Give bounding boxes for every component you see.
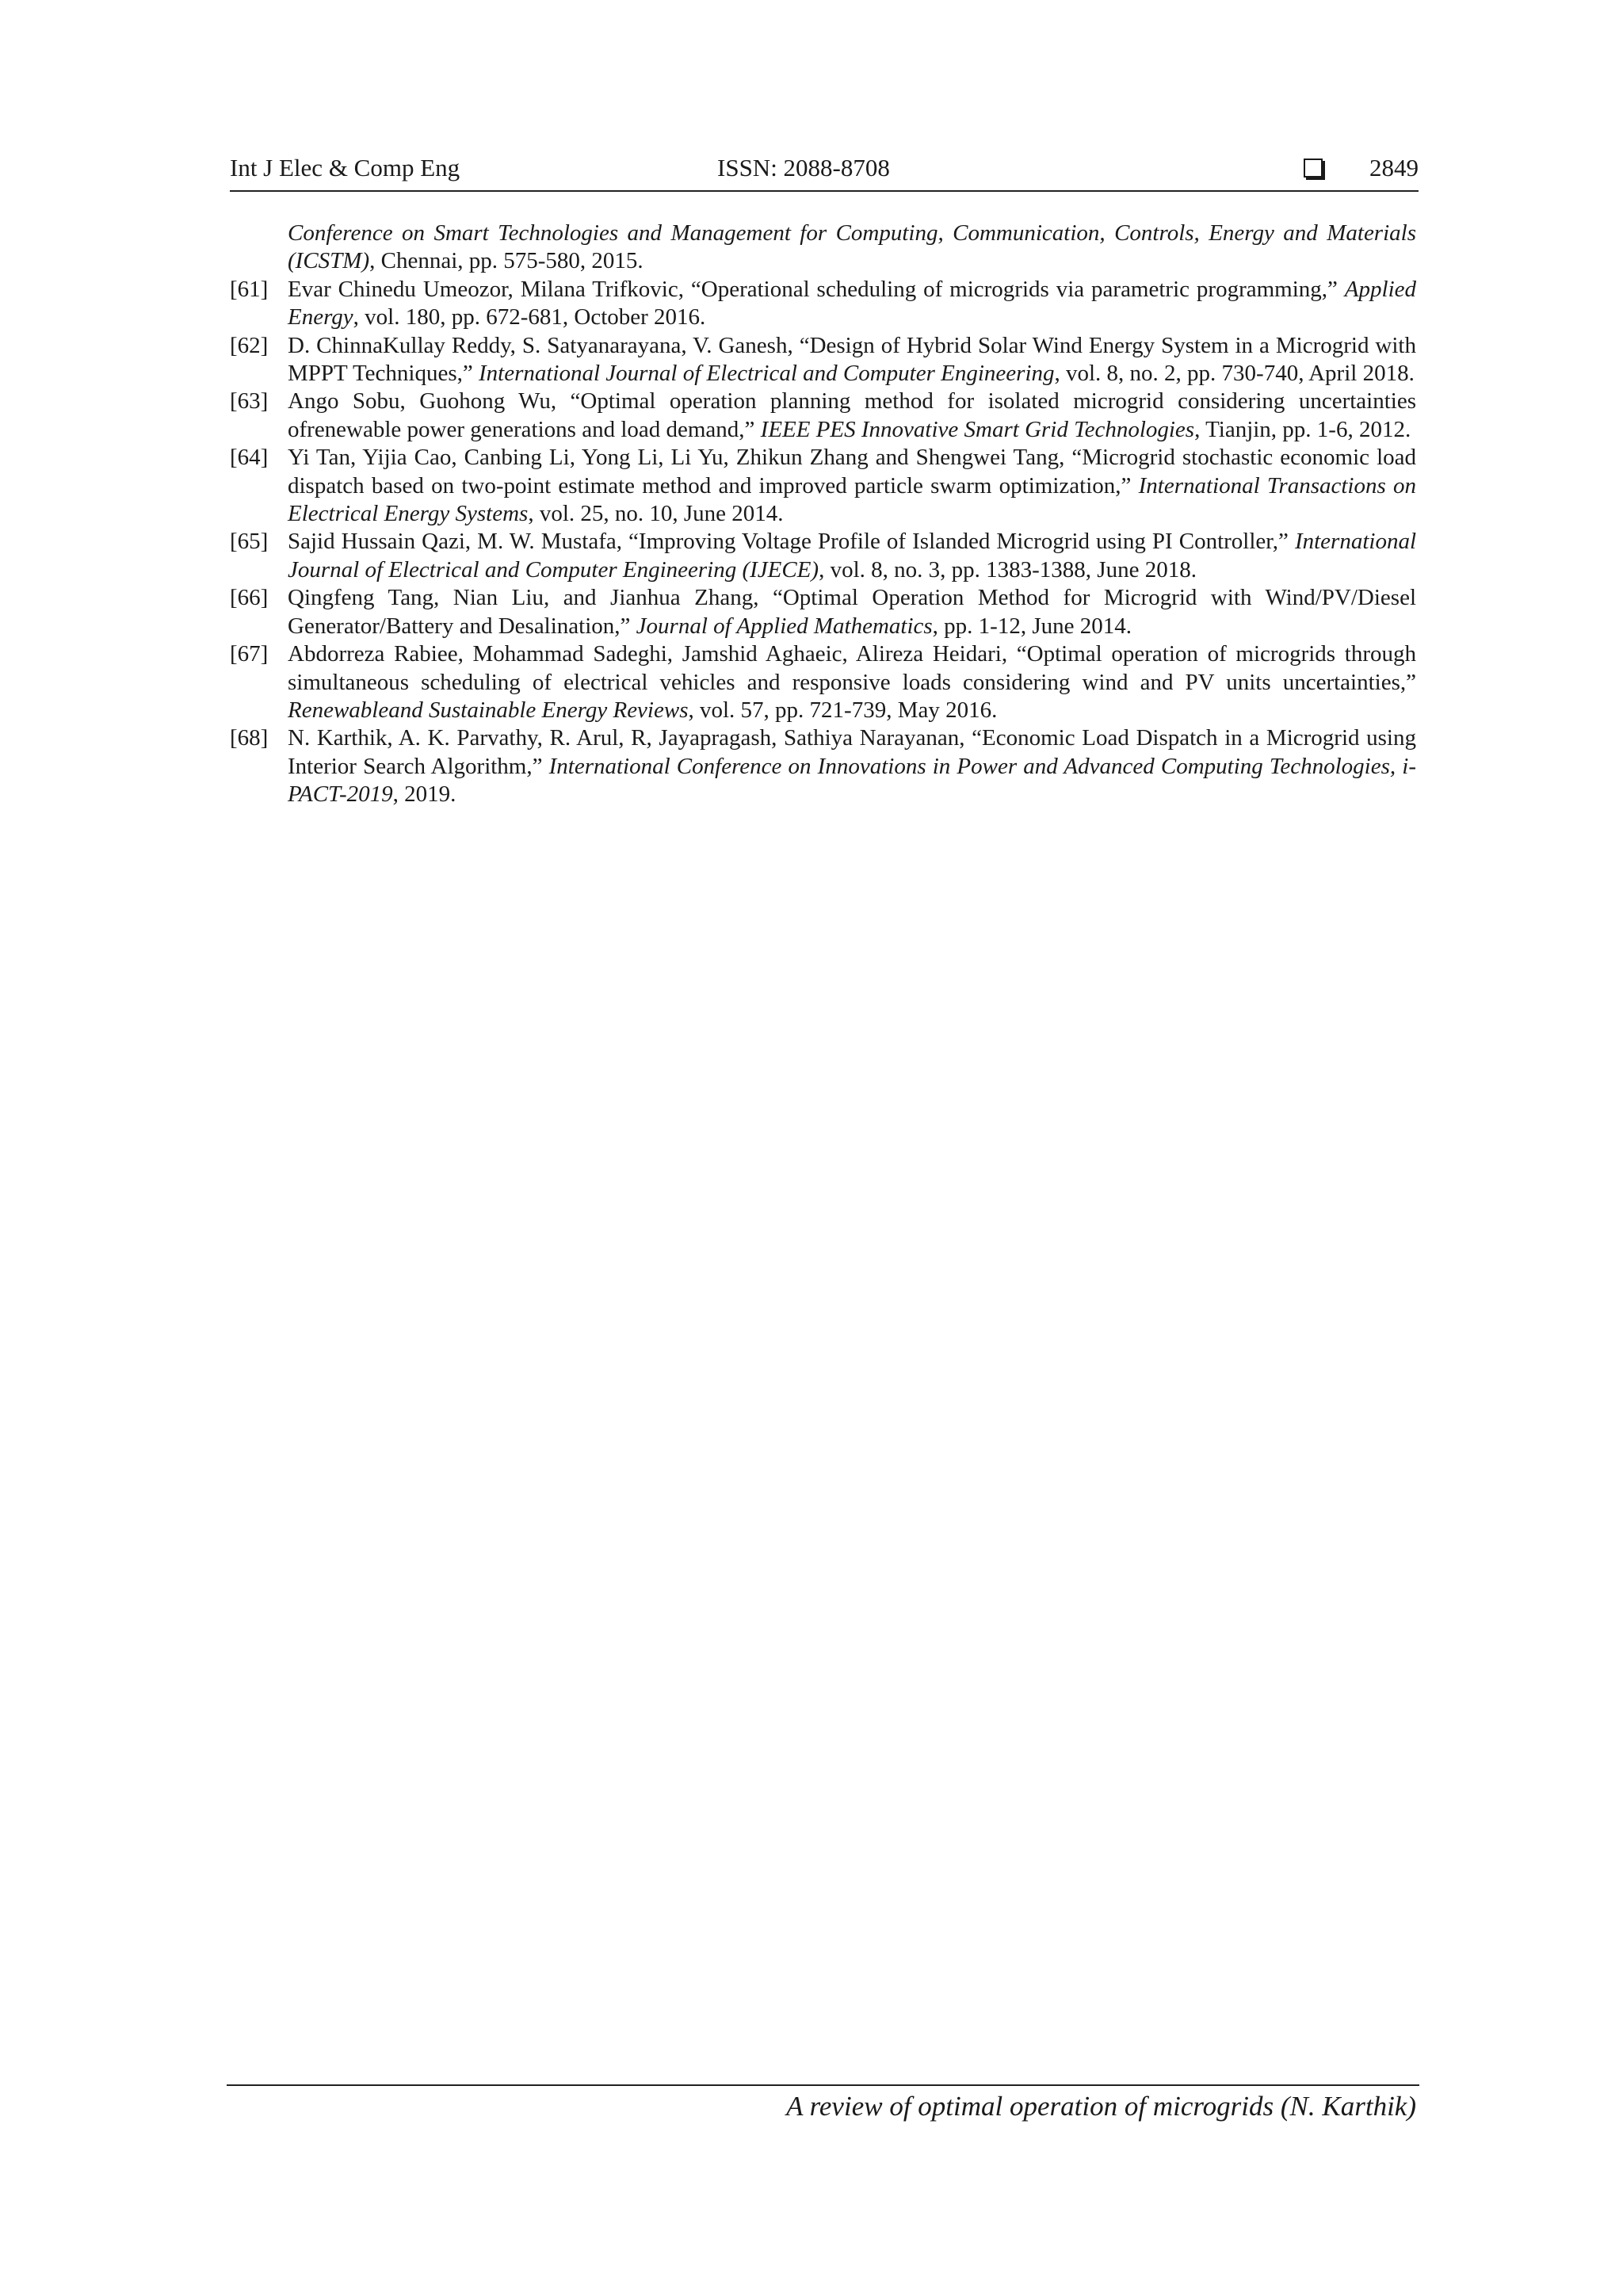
journal-name: Int J Elec & Comp Eng: [230, 154, 460, 181]
reference-text: Evar Chinedu Umeozor, Milana Trifkovic, “Operational scheduling of microgrids via parametric programming,”: [288, 276, 1345, 302]
reference-source: Conference on Smart Technologies and Management for Computing, Communication, Controls, Energy and Materials (ICSTM): [288, 220, 1416, 274]
reference-text: , 2019.: [392, 781, 456, 808]
reference-text: , vol. 180, pp. 672-681, October 2016.: [353, 304, 706, 330]
reference-item: [230, 640, 1416, 724]
reference-text: , vol. 57, pp. 721-739, May 2016.: [688, 697, 998, 723]
reference-text: , pp. 1-12, June 2014.: [932, 613, 1132, 639]
reference-text: Qingfeng Tang, Nian Liu, and Jianhua Zhang, “Optimal Operation Method for Microgrid with Wind/PV/Diesel Generator/Battery and Desalination,”: [288, 585, 1416, 639]
reference-number: [61]: [230, 276, 269, 302]
running-title: A review of optimal operation of microgrids (N. Karthik): [786, 2091, 1416, 2122]
reference-text: D. ChinnaKullay Reddy, S. Satyanarayana, V. Ganesh, “Design of Hybrid Solar Wind Energy System in a Microgrid with MPPT Techniques,”: [288, 332, 1416, 387]
page-footer: [227, 2084, 1419, 2122]
reference-item: [230, 724, 1416, 808]
reference-number: [64]: [230, 445, 269, 471]
reference-item: [230, 220, 1416, 276]
page-header: [230, 154, 1419, 192]
reference-item: [230, 444, 1416, 528]
reference-number: [62]: [230, 332, 269, 358]
reference-source: International Conference on Innovations in Power and Advanced Computing Technologies, i-PACT-2019: [288, 753, 1416, 808]
reference-text: N. Karthik, A. K. Parvathy, R. Arul, R, Jayapragash, Sathiya Narayanan, “Economic Load Dispatch in a Microgrid using Interior Search Algorithm,”: [288, 725, 1416, 779]
reference-text: , Tianjin, pp. 1-6, 2012.: [1194, 416, 1411, 442]
reference-number: [68]: [230, 725, 269, 751]
issn: ISSN: 2088-8708: [717, 154, 890, 181]
reference-item: [230, 332, 1416, 388]
reference-item: [230, 388, 1416, 444]
reference-source: International Journal of Electrical and Computer Engineering (IJECE): [288, 529, 1416, 583]
reference-item: [230, 276, 1416, 332]
reference-source: International Transactions on Electrical Energy Systems: [288, 472, 1416, 527]
reference-number: [67]: [230, 641, 269, 667]
reference-source: International Journal of Electrical and Computer Engineering: [478, 361, 1055, 387]
reference-list: [230, 220, 1416, 809]
reference-source: Applied Energy: [288, 276, 1416, 330]
reference-text: Abdorreza Rabiee, Mohammad Sadeghi, Jamshid Aghaeic, Alireza Heidari, “Optimal operation of microgrids through simultaneous scheduling of electrical vehicles and responsive loads considering wind and PV units uncertainties,”: [288, 641, 1416, 695]
reference-number: [66]: [230, 585, 269, 611]
reference-text: , vol. 25, no. 10, June 2014.: [528, 501, 784, 527]
reference-item: [230, 528, 1416, 584]
reference-text: Ango Sobu, Guohong Wu, “Optimal operation planning method for isolated microgrid considering uncertainties ofrenewable power generations and load demand,”: [288, 388, 1416, 442]
reference-text: , Chennai, pp. 575-580, 2015.: [369, 248, 643, 274]
reference-text: , vol. 8, no. 3, pp. 1383-1388, June 2018.: [819, 556, 1197, 583]
reference-text: , vol. 8, no. 2, pp. 730-740, April 2018.: [1054, 361, 1415, 387]
square-bullet-icon: [1304, 159, 1323, 178]
reference-number: [65]: [230, 529, 269, 555]
reference-text: Yi Tan, Yijia Cao, Canbing Li, Yong Li, Li Yu, Zhikun Zhang and Shengwei Tang, “Microgrid stochastic economic load dispatch based on two-point estimate method and improved particle swarm optimization,”: [288, 445, 1416, 499]
reference-number: [63]: [230, 388, 269, 415]
reference-text: Sajid Hussain Qazi, M. W. Mustafa, “Improving Voltage Profile of Islanded Microgrid using PI Controller,”: [288, 529, 1295, 555]
reference-item: [230, 584, 1416, 640]
page-number: 2849: [1369, 154, 1419, 181]
reference-source: IEEE PES Innovative Smart Grid Technologies: [760, 416, 1195, 442]
reference-source: Journal of Applied Mathematics: [636, 613, 933, 639]
reference-source: Renewableand Sustainable Energy Reviews: [288, 697, 689, 723]
